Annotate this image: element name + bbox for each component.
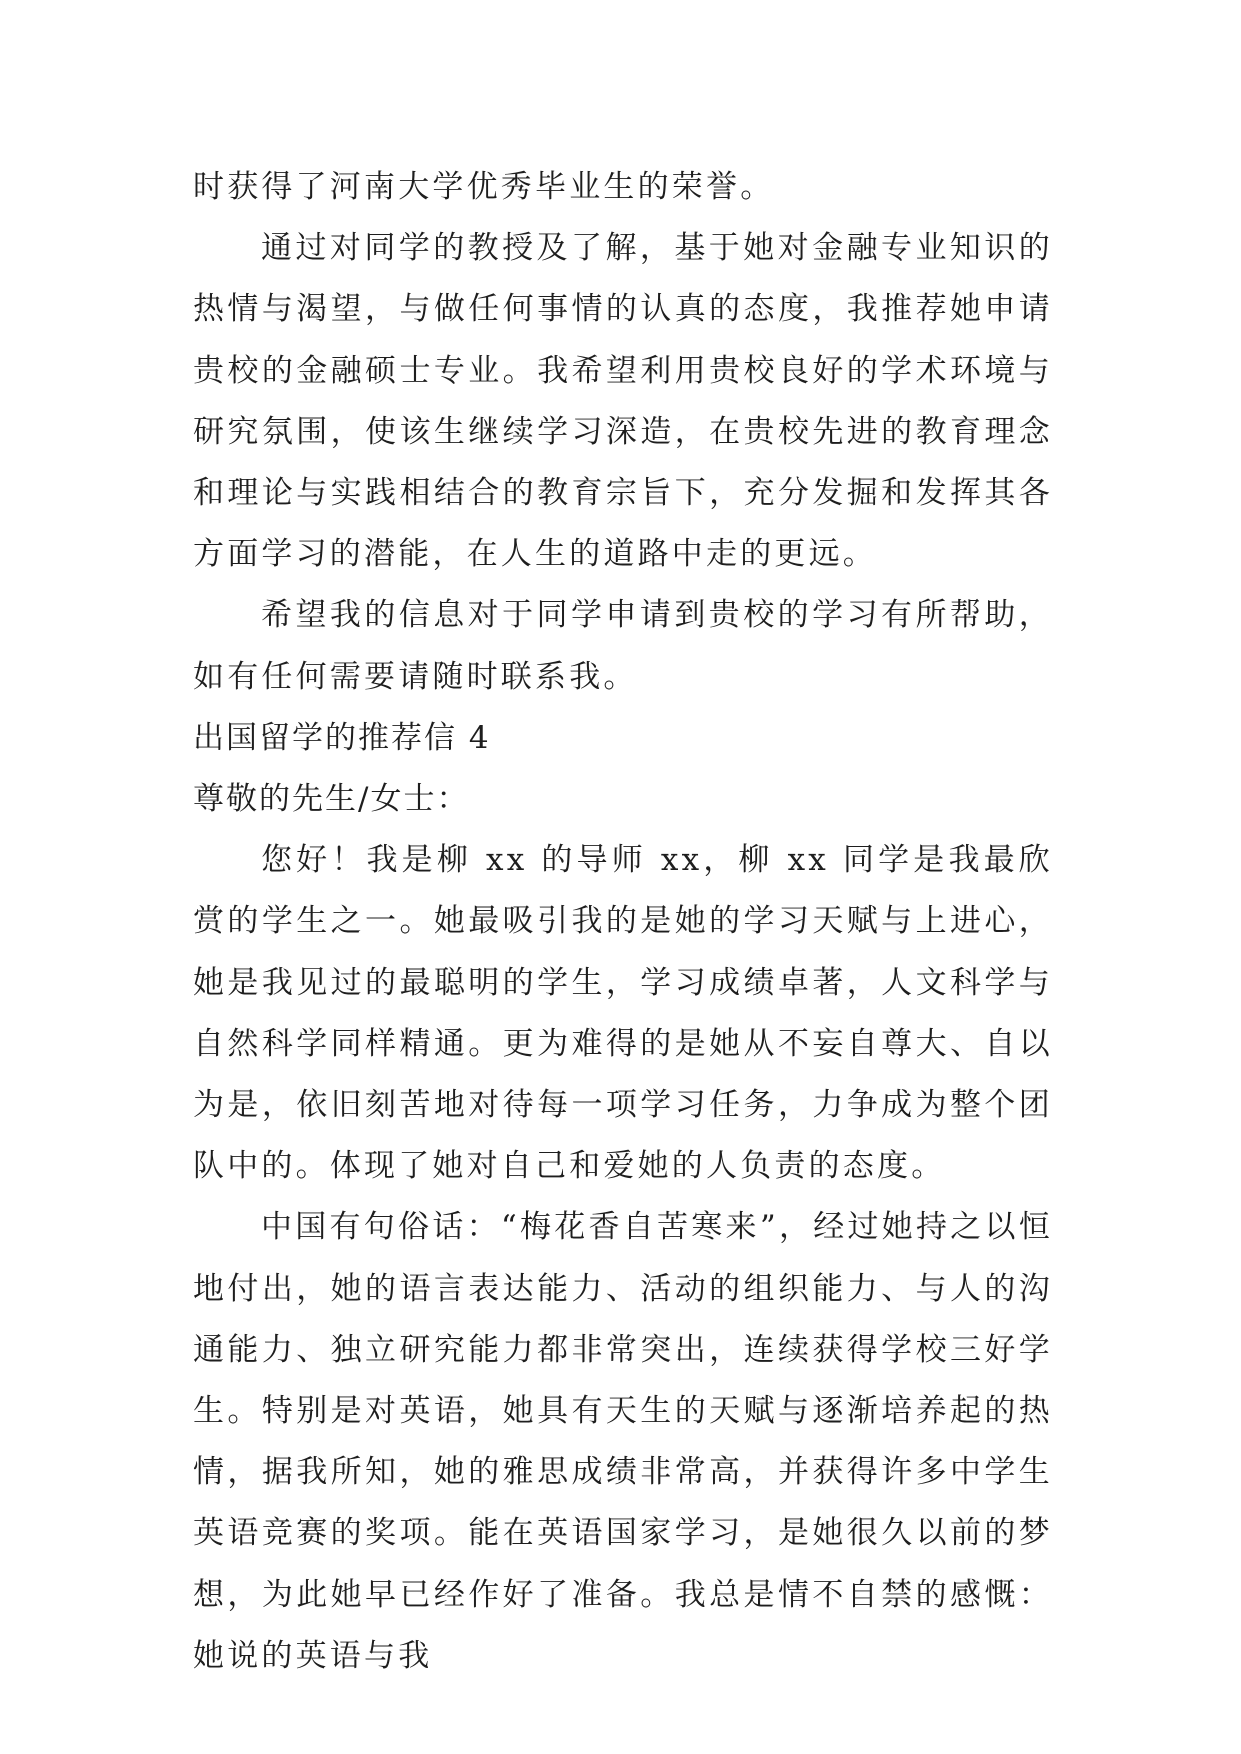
salutation: 尊敬的先生/女士： [193, 781, 470, 818]
paragraph-continuation: 时获得了河南大学优秀毕业生的荣誉。 [193, 169, 775, 205]
document-body [193, 157, 1053, 1687]
paragraph-closing: 希望我的信息对于同学申请到贵校的学习有所帮助，如有任何需要请随时联系我。 [193, 597, 1053, 695]
letter-heading: 出国留学的推荐信 4 [193, 719, 491, 756]
paragraph-recommendation: 通过对同学的教授及了解，基于她对金融专业知识的热情与渴望，与做任何事情的认真的态度，我推荐她申请贵校的金融硕士专业。我希望利用贵校良好的学术环境与研究氛围，使该生继续学习深造，在贵校先进的教育理念和理论与实践相结合的教育宗旨下，充分发掘和发挥其各方面学习的潜能，在人生的道路中走的更远。 [193, 230, 1053, 573]
paragraph-introduction: 您好！我是柳 xx 的导师 xx，柳 xx 同学是我最欣赏的学生之一。她最吸引我的是她的学习天赋与上进心，她是我见过的最聪明的学生，学习成绩卓著，人文科学与自然科学同样精通。更为难得的是她从不妄自尊大、自以为是，依旧刻苦地对待每一项学习任务，力争成为整个团队中的。体现了她对自己和爱她的人负责的态度。 [193, 842, 1053, 1185]
paragraph-abilities: 中国有句俗话：“梅花香自苦寒来”，经过她持之以恒地付出，她的语言表达能力、活动的组织能力、与人的沟通能力、独立研究能力都非常突出，连续获得学校三好学生。特别是对英语，她具有天生的天赋与逐渐培养起的热情，据我所知，她的雅思成绩非常高，并获得许多中学生英语竞赛的奖项。能在英语国家学习，是她很久以前的梦想，为此她早已经作好了准备。我总是情不自禁的感慨：她说的英语与我 [193, 1209, 1053, 1674]
